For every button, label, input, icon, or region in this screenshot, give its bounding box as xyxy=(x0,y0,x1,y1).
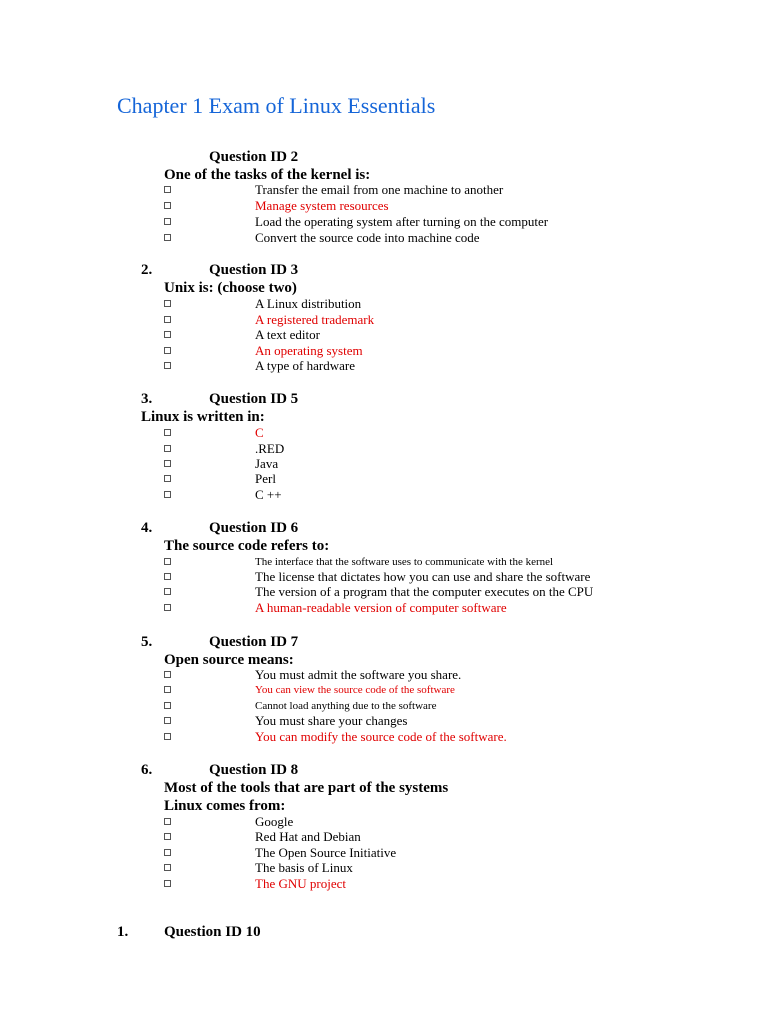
checkbox-icon[interactable] xyxy=(164,733,171,740)
answer-option: A human-readable version of computer software xyxy=(255,600,507,615)
answer-option: You must share your changes xyxy=(255,713,408,728)
question-id: Question ID 3 xyxy=(209,262,299,278)
checkbox-icon[interactable] xyxy=(164,460,171,467)
checkbox-icon[interactable] xyxy=(164,588,171,595)
question-id: Question ID 8 xyxy=(209,762,299,778)
question-text: Most of the tools that are part of the systems xyxy=(164,780,449,796)
answer-option: Manage system resources xyxy=(255,198,389,213)
checkbox-icon[interactable] xyxy=(164,234,171,241)
question-number: 5. xyxy=(141,634,153,650)
question-text: One of the tasks of the kernel is: xyxy=(164,167,371,183)
checkbox-icon[interactable] xyxy=(164,702,171,709)
checkbox-icon[interactable] xyxy=(164,849,171,856)
checkbox-icon[interactable] xyxy=(164,218,171,225)
answer-option: Convert the source code into machine code xyxy=(255,230,480,245)
checkbox-icon[interactable] xyxy=(164,429,171,436)
question-text: Unix is: (choose two) xyxy=(164,280,297,296)
answer-option: The Open Source Initiative xyxy=(255,845,397,860)
answer-option: Perl xyxy=(255,471,276,486)
checkbox-icon[interactable] xyxy=(164,475,171,482)
answer-option: The interface that the software uses to communicate with the kernel xyxy=(255,556,554,568)
answer-option: A text editor xyxy=(255,327,320,342)
answer-option: Red Hat and Debian xyxy=(255,829,361,844)
answer-option: A registered trademark xyxy=(255,312,375,327)
checkbox-icon[interactable] xyxy=(164,671,171,678)
document-title: Chapter 1 Exam of Linux Essentials xyxy=(117,93,436,118)
question-number: 6. xyxy=(141,762,153,778)
checkbox-icon[interactable] xyxy=(164,717,171,724)
answer-option: An operating system xyxy=(255,343,363,358)
answer-option: The basis of Linux xyxy=(255,860,353,875)
question-number: 1. xyxy=(117,924,129,940)
answer-option: The GNU project xyxy=(255,876,346,891)
checkbox-icon[interactable] xyxy=(164,316,171,323)
answer-option: Java xyxy=(255,456,279,471)
checkbox-icon[interactable] xyxy=(164,573,171,580)
answer-option: Transfer the email from one machine to another xyxy=(255,182,504,197)
question-number: 2. xyxy=(141,262,153,278)
question-id: Question ID 10 xyxy=(164,924,261,940)
checkbox-icon[interactable] xyxy=(164,558,171,565)
answer-option: You must admit the software you share. xyxy=(255,667,462,682)
question-number: 3. xyxy=(141,391,153,407)
checkbox-icon[interactable] xyxy=(164,347,171,354)
question-number: 4. xyxy=(141,520,153,536)
question-text: Linux is written in: xyxy=(141,409,265,425)
checkbox-icon[interactable] xyxy=(164,202,171,209)
answer-option: A Linux distribution xyxy=(255,296,362,311)
question-text: Linux comes from: xyxy=(164,798,286,814)
question-id: Question ID 5 xyxy=(209,391,299,407)
checkbox-icon[interactable] xyxy=(164,864,171,871)
checkbox-icon[interactable] xyxy=(164,880,171,887)
answer-option: You can view the source code of the software xyxy=(255,684,455,696)
question-text: The source code refers to: xyxy=(164,538,330,554)
question-id: Question ID 2 xyxy=(209,149,299,165)
checkbox-icon[interactable] xyxy=(164,818,171,825)
answer-option: You can modify the source code of the software. xyxy=(255,729,507,744)
checkbox-icon[interactable] xyxy=(164,833,171,840)
answer-option: Load the operating system after turning on the computer xyxy=(255,214,549,229)
answer-option: Google xyxy=(255,814,294,829)
question-text: Open source means: xyxy=(164,652,294,668)
checkbox-icon[interactable] xyxy=(164,331,171,338)
answer-option: C ++ xyxy=(255,487,282,502)
checkbox-icon[interactable] xyxy=(164,604,171,611)
answer-option: The license that dictates how you can use and share the software xyxy=(255,569,591,584)
question-id: Question ID 6 xyxy=(209,520,299,536)
checkbox-icon[interactable] xyxy=(164,300,171,307)
checkbox-icon[interactable] xyxy=(164,186,171,193)
answer-option: The version of a program that the computer executes on the CPU xyxy=(255,584,594,599)
question-id: Question ID 7 xyxy=(209,634,299,650)
checkbox-icon[interactable] xyxy=(164,491,171,498)
checkbox-icon[interactable] xyxy=(164,362,171,369)
checkbox-icon[interactable] xyxy=(164,686,171,693)
answer-option: A type of hardware xyxy=(255,358,355,373)
checkbox-icon[interactable] xyxy=(164,445,171,452)
answer-option: Cannot load anything due to the software xyxy=(255,700,437,712)
answer-option: .RED xyxy=(255,441,285,456)
answer-option: C xyxy=(255,425,264,440)
